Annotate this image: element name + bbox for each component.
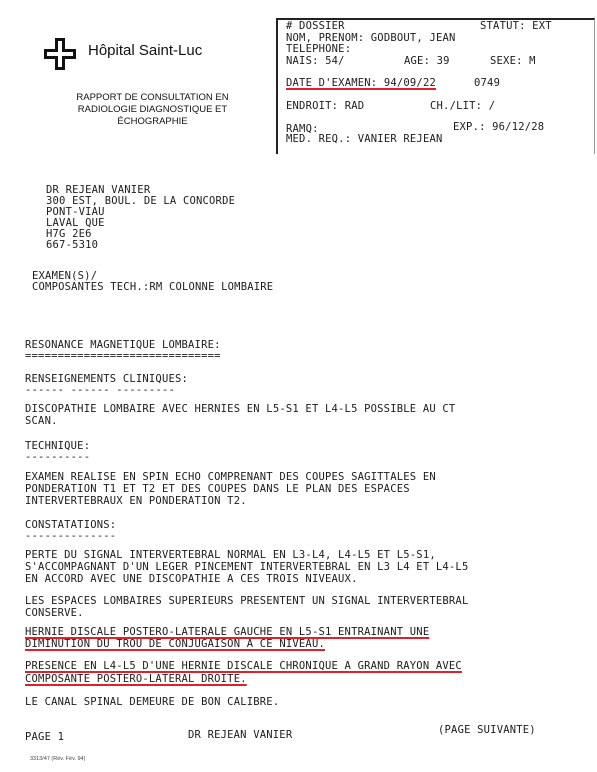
- spinal-canal-line: LE CANAL SPINAL DEMEURE DE BON CALIBRE.: [25, 696, 280, 708]
- clinical-info-line-2: SCAN.: [25, 415, 58, 427]
- patient-age: AGE: 39: [404, 55, 450, 67]
- patient-room: CH./LIT: /: [430, 100, 496, 112]
- address-phone: 667-5310: [46, 239, 99, 251]
- hospital-cross-logo-icon: [44, 38, 76, 70]
- address-street: 300 EST, BOUL. DE LA CONCORDE: [46, 195, 236, 207]
- presence-line-2: COMPOSANTE POSTERO-LATERAL DROITE.: [25, 673, 247, 685]
- patient-card-expiry: EXP.: 96/12/28: [453, 121, 545, 133]
- findings-line-1: PERTE DU SIGNAL INTERVERTEBRAL NORMAL EN L3-L4, L4-L5 ET L5-S1,: [25, 549, 436, 561]
- patient-statut: STATUT: EXT: [480, 20, 552, 32]
- patient-ramq: RAMQ:: [286, 123, 319, 135]
- requesting-physician: MED. REQ.: VANIER REJEAN: [286, 133, 443, 145]
- technique-line-1: EXAMEN REALISE EN SPIN ECHO COMPRENANT DES COUPES SAGITTALES EN: [25, 471, 436, 483]
- hospital-name: Hôpital Saint-Luc: [88, 42, 203, 59]
- report-heading-rule: ==============================: [25, 350, 221, 362]
- clinical-info-rule: ------ ------ ---------: [25, 384, 175, 396]
- patient-telephone: TELEPHONE:: [286, 43, 352, 55]
- presence-line-1: PRESENCE EN L4-L5 D'UNE HERNIE DISCALE CHRONIQUE A GRAND RAYON AVEC: [25, 660, 462, 672]
- next-page-note: (PAGE SUIVANTE): [438, 724, 536, 736]
- patient-name: NOM, PRENOM: GODBOUT, JEAN: [286, 32, 456, 44]
- signing-doctor: DR REJEAN VANIER: [188, 729, 293, 741]
- hernia-line-1: HERNIE DISCALE POSTERO-LATERALE GAUCHE EN L5-S1 ENTRAINANT UNE: [25, 626, 430, 638]
- exam-date: DATE D'EXAMEN: 94/09/22: [286, 77, 436, 89]
- patient-location: ENDROIT: RAD: [286, 100, 365, 112]
- hernia-line-2: DIMINUTION DU TROU DE CONJUGAISON A CE NIVEAU.: [25, 638, 325, 650]
- clinical-info-line-1: DISCOPATHIE LOMBAIRE AVEC HERNIES EN L5-S1 ET L4-L5 POSSIBLE AU CT: [25, 403, 456, 415]
- findings-rule: --------------: [25, 530, 117, 542]
- address-city: PONT-VIAU: [46, 206, 105, 218]
- findings-heading: CONSTATATIONS:: [25, 519, 117, 531]
- upper-spaces-line-2: CONSERVE.: [25, 607, 84, 619]
- clinical-info-heading: RENSEIGNEMENTS CLINIQUES:: [25, 373, 189, 385]
- form-code: 3313/47 (Rév. Fév. 94): [30, 756, 86, 762]
- address-name: DR REJEAN VANIER: [46, 184, 151, 196]
- address-postal-code: H7G 2E6: [46, 228, 92, 240]
- technique-heading: TECHNIQUE:: [25, 440, 91, 452]
- address-city-province: LAVAL QUE: [46, 217, 105, 229]
- report-title: RAPPORT DE CONSULTATION EN RADIOLOGIE DIAGNOSTIQUE ET ÉCHOGRAPHIE: [76, 92, 229, 127]
- exam-components: COMPOSANTES TECH.:RM COLONNE LOMBAIRE: [32, 281, 274, 293]
- page-number: PAGE 1: [25, 731, 65, 743]
- exam-label: EXAMEN(S)/: [32, 270, 98, 282]
- patient-dossier: # DOSSIER: [286, 20, 345, 32]
- report-heading: RESONANCE MAGNETIQUE LOMBAIRE:: [25, 339, 221, 351]
- technique-rule: ----------: [25, 451, 91, 463]
- technique-line-3: INTERVERTEBRAUX EN PONDERATION T2.: [25, 495, 247, 507]
- upper-spaces-line-1: LES ESPACES LOMBAIRES SUPERIEURS PRESENTENT UN SIGNAL INTERVERTEBRAL: [25, 595, 469, 607]
- exam-time: 0749: [474, 77, 501, 89]
- findings-line-3: EN ACCORD AVEC UNE DISCOPATHIE A CES TROIS NIVEAUX.: [25, 573, 358, 585]
- technique-line-2: PONDERATION T1 ET T2 ET DES COUPES DANS LE PLAN DES ESPACES: [25, 483, 410, 495]
- findings-line-2: S'ACCOMPAGNANT D'UN LEGER PINCEMENT INTERVERTEBRAL EN L3 L4 ET L4-L5: [25, 561, 469, 573]
- patient-birth: NAIS: 54/: [286, 55, 345, 67]
- patient-sex: SEXE: M: [490, 55, 536, 67]
